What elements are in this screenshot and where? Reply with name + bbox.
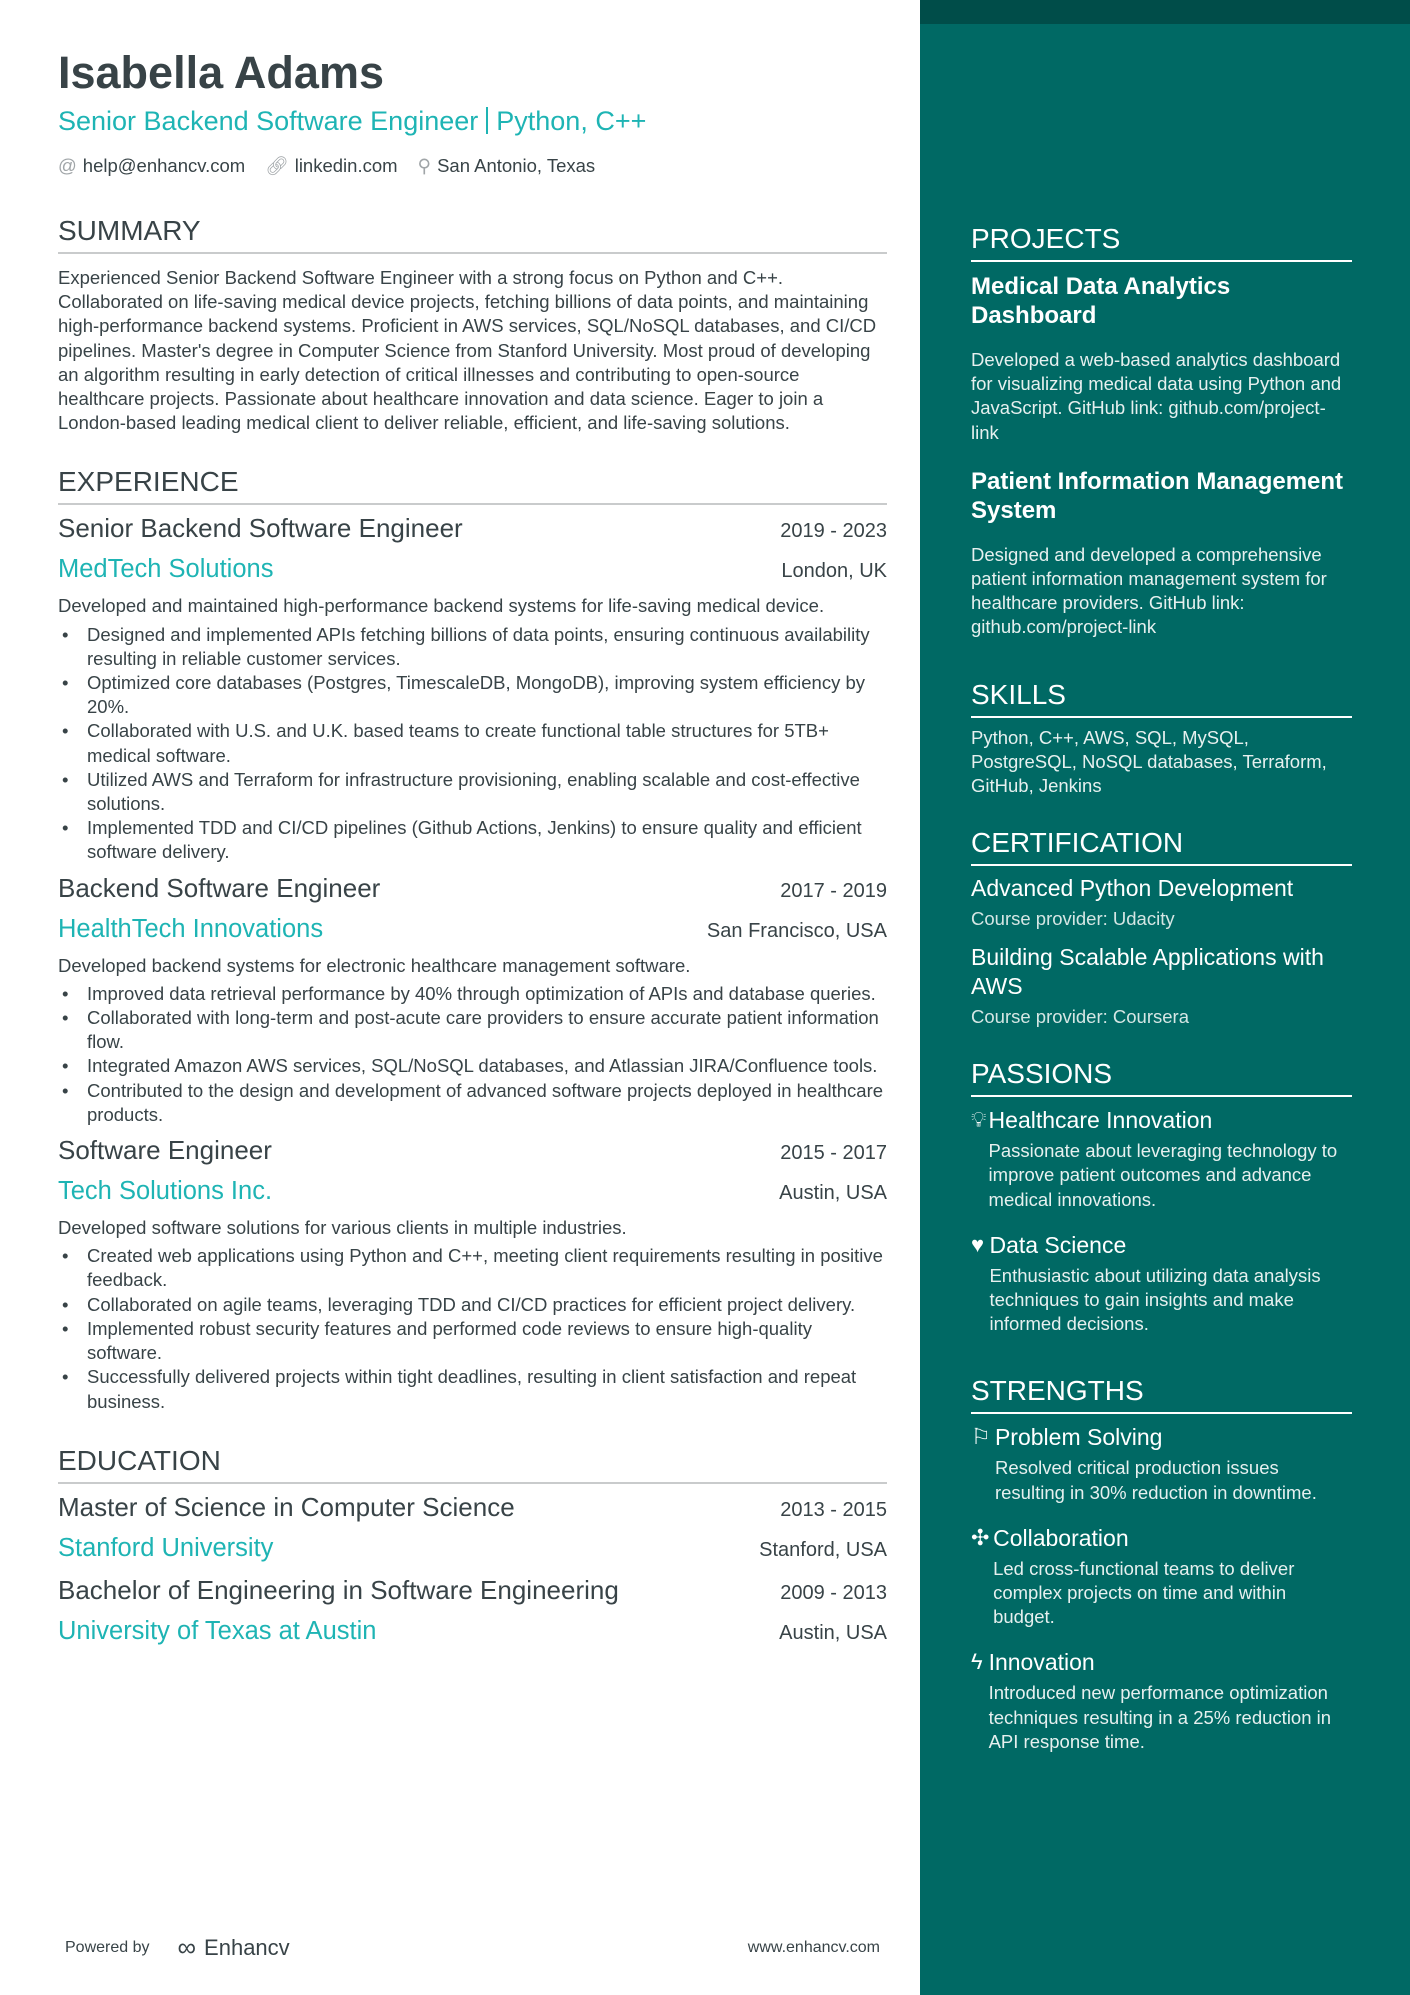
school-name: University of Texas at Austin: [58, 1616, 377, 1645]
summary-text: Experienced Senior Backend Software Engineer with a strong focus on Python and C++. Collaborated on life-saving medical device projects, fetching billions of data points, and maintaining high-performance backend systems. Proficient in AWS services, SQL/NoSQL databases, and CI/CD pipelines. Master's degree in Computer Science from Stanford University. Most proud of developing an algorithm resulting in early detection of critical illnesses and contributing to open-source healthcare projects. Passionate about healthcare innovation and data science. Eager to join a London-based leading medical client to deliver reliable, efficient, and life-saving solutions.: [58, 267, 877, 434]
heart-icon: ♥: [971, 1231, 985, 1257]
school-row: [58, 1531, 887, 1567]
education-heading: EDUCATION: [58, 1444, 887, 1484]
job-location: Austin, USA: [779, 1182, 887, 1205]
bullet-item: • Implemented TDD and CI/CD pipelines (Github Actions, Jenkins) to ensure quality and efficient software delivery.: [58, 816, 887, 864]
item-description: Resolved critical production issues resulting in 30% reduction in downtime.: [994, 1457, 1317, 1503]
divider: [486, 107, 488, 134]
item-description: Enthusiastic about utilizing data analysis techniques to gain insights and make informed decisions.: [989, 1264, 1321, 1335]
footer: [65, 1932, 880, 1963]
degree: Master of Science in Computer Science: [58, 1491, 515, 1522]
strengths-item: [971, 1523, 1352, 1630]
handshake-icon: ✣: [971, 1524, 990, 1550]
job-title: Software Engineer: [58, 1135, 272, 1166]
email-contact[interactable]: [58, 154, 245, 178]
strengths-heading: STRENGTHS: [971, 1374, 1352, 1414]
job-location: San Francisco, USA: [706, 919, 887, 942]
projects-heading: PROJECTS: [971, 222, 1352, 262]
item-body: [993, 1523, 1352, 1630]
item-body: [989, 1105, 1352, 1212]
item-body: [989, 1230, 1352, 1337]
job-title: Backend Software Engineer: [58, 872, 381, 903]
certification-provider: Course provider: Udacity: [971, 908, 1175, 930]
job-bullets: [58, 623, 887, 865]
job-company-row: [58, 912, 887, 948]
passions-item: [971, 1230, 1352, 1337]
item-body: [995, 1422, 1352, 1504]
company-name: HealthTech Innovations: [58, 914, 324, 943]
project-title: Patient Information Management System: [971, 467, 1344, 524]
edu-location: Stanford, USA: [759, 1538, 887, 1561]
job-bullets: [58, 982, 887, 1127]
sidebar: [920, 0, 1410, 1995]
job-entry: [58, 871, 887, 1127]
title-role: Senior Backend Software Engineer: [58, 106, 479, 136]
item-title: Collaboration: [993, 1524, 1129, 1551]
item-description: Passionate about leveraging technology to improve patient outcomes and advance medical innovations.: [988, 1140, 1338, 1210]
project-description: Designed and developed a comprehensive patient information management system for healthcare providers. GitHub link: github.com/project-link: [971, 543, 1327, 638]
linkedin[interactable]: linkedin.com: [294, 155, 398, 176]
job-dates: 2015 - 2017: [780, 1142, 887, 1165]
job-description: Developed and maintained high-performance backend systems for life-saving medical device.: [58, 595, 825, 617]
link-contact[interactable]: [265, 154, 397, 178]
project-title: Medical Data Analytics Dashboard: [971, 273, 1231, 329]
job-description: Developed backend systems for electronic healthcare management software.: [58, 954, 691, 976]
bullet-item: • Designed and implemented APIs fetching billions of data points, ensuring continuous availability resulting in reliable customer services.: [58, 623, 887, 671]
job-header: [58, 511, 887, 548]
location: San Antonio, Texas: [437, 155, 596, 176]
strengths-item: [971, 1422, 1352, 1504]
logo-icon: ∞: [177, 1932, 197, 1962]
lightning-icon: ϟ: [971, 1649, 983, 1675]
company-name: Tech Solutions Inc.: [58, 1177, 273, 1206]
edu-location: Austin, USA: [779, 1621, 887, 1644]
job-location: London, UK: [781, 560, 887, 583]
bullet-item: • Utilized AWS and Terraform for infrastructure provisioning, enabling scalable and cost-effective solutions.: [58, 768, 887, 816]
main-column: [58, 46, 887, 1650]
job-header: [58, 1133, 887, 1170]
job-title: Senior Backend Software Engineer: [58, 513, 463, 544]
skills-heading: SKILLS: [971, 678, 1352, 718]
candidate-title: [58, 104, 887, 138]
location-pin-icon: ⚲: [417, 155, 432, 176]
project-description: Developed a web-based analytics dashboard for visualizing medical data using Python and JavaScript. GitHub link: github.com/project-link: [971, 349, 1342, 443]
school-name: Stanford University: [58, 1533, 274, 1562]
bullet-item: • Collaborated with long-term and post-acute care providers to ensure accurate patient information flow.: [58, 1006, 887, 1054]
email[interactable]: help@enhancv.com: [82, 155, 246, 176]
job-company-row: [58, 552, 887, 588]
job-description: Developed software solutions for various clients in multiple industries.: [58, 1217, 627, 1239]
school-row: [58, 1614, 887, 1650]
certification-title: Advanced Python Development: [971, 875, 1294, 902]
bullet-item: • Collaborated on agile teams, leveraging TDD and CI/CD practices for efficient project delivery.: [58, 1293, 887, 1317]
skills-text: Python, C++, AWS, SQL, MySQL, PostgreSQL, NoSQL databases, Terraform, GitHub, Jenkins: [971, 726, 1327, 797]
edu-dates: 2009 - 2013: [780, 1581, 887, 1604]
title-skills: Python, C++: [496, 106, 647, 136]
experience-heading: EXPERIENCE: [58, 465, 887, 505]
edu-dates: 2013 - 2015: [780, 1498, 887, 1521]
sidebar-top-bar: [920, 0, 1410, 24]
job-company-row: [58, 1174, 887, 1210]
bullet-item: • Improved data retrieval performance by 40% through optimization of APIs and database queries.: [58, 982, 887, 1006]
job-dates: 2017 - 2019: [780, 879, 887, 902]
bullet-item: • Collaborated with U.S. and U.K. based teams to create functional table structures for 5TB+ medical software.: [58, 719, 887, 767]
job-dates: 2019 - 2023: [780, 520, 887, 543]
item-title: Data Science: [989, 1231, 1127, 1258]
job-entry: [58, 1133, 887, 1414]
powered-by: Powered by: [65, 1938, 150, 1956]
job-bullets: [58, 1244, 887, 1413]
contacts: [58, 154, 887, 178]
lightbulb-icon: 💡︎: [971, 1107, 987, 1133]
bullet-item: • Implemented robust security features and performed code reviews to ensure high-quality software.: [58, 1317, 887, 1365]
bullet-item: • Contributed to the design and development of advanced software projects deployed in healthcare products.: [58, 1079, 887, 1127]
item-title: Healthcare Innovation: [988, 1107, 1213, 1134]
degree: Bachelor of Engineering in Software Engineering: [58, 1574, 619, 1605]
flag-icon: ⚐: [971, 1424, 991, 1450]
bullet-item: • Optimized core databases (Postgres, TimescaleDB, MongoDB), improving system efficiency by 20%.: [58, 671, 887, 719]
brand-name: Enhancv: [204, 1934, 290, 1960]
bullet-item: • Successfully delivered projects within tight deadlines, resulting in client satisfaction and repeat business.: [58, 1365, 887, 1413]
item-description: Introduced new performance optimization techniques resulting in a 25% reduction in API response time.: [988, 1682, 1332, 1752]
certification-title: Building Scalable Applications with AWS: [971, 944, 1324, 1000]
item-description: Led cross-functional teams to deliver complex projects on time and within budget.: [993, 1557, 1295, 1628]
passions-heading: PASSIONS: [971, 1057, 1352, 1097]
certification-heading: CERTIFICATION: [971, 826, 1352, 866]
strengths-item: [971, 1647, 1352, 1754]
website-link[interactable]: www.enhancv.com: [747, 1938, 880, 1956]
degree-row: [58, 1490, 887, 1527]
job-header: [58, 871, 887, 908]
bullet-item: • Created web applications using Python and C++, meeting client requirements resulting in positive feedback.: [58, 1244, 887, 1292]
item-body: [989, 1647, 1352, 1754]
link-icon: 🔗︎: [265, 155, 289, 176]
company-name: MedTech Solutions: [58, 555, 274, 584]
summary-heading: SUMMARY: [58, 214, 887, 254]
item-title: Problem Solving: [994, 1424, 1163, 1451]
candidate-name: Isabella Adams: [58, 47, 384, 98]
enhancv-logo[interactable]: [178, 1932, 290, 1963]
item-title: Innovation: [988, 1649, 1095, 1676]
location-contact: [418, 154, 596, 178]
degree-row: [58, 1573, 887, 1610]
certification-provider: Course provider: Coursera: [971, 1006, 1189, 1028]
bullet-item: • Integrated Amazon AWS services, SQL/NoSQL databases, and Atlassian JIRA/Confluence tools.: [58, 1054, 887, 1078]
passions-item: [971, 1105, 1352, 1212]
job-entry: [58, 511, 887, 864]
at-icon: @: [58, 155, 77, 176]
